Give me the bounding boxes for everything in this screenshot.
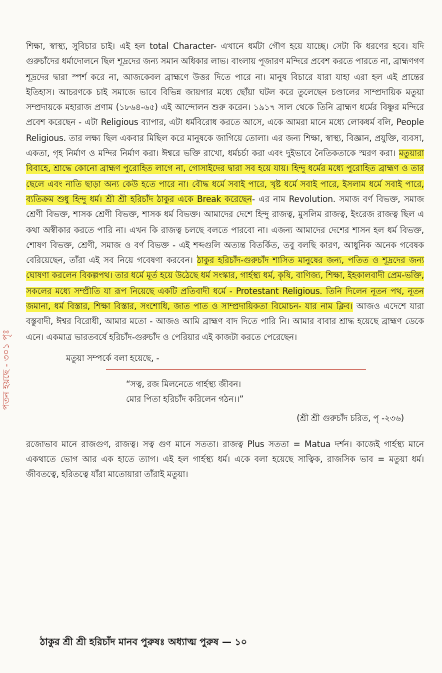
paragraph-main	[26, 40, 424, 346]
verse-quote	[126, 378, 424, 408]
page-footer: ঠাকুর শ্রী শ্রী হরিচাঁদ মানব পুরুষঃ অধ্যাত্ম পুরুষ — ১০	[40, 637, 248, 648]
verse-line-2: মোর পিতা হরিচাঁদ করিলেন গঠন।।”	[126, 395, 244, 406]
paragraph-text-1: শিক্ষা, স্বাস্থ্য, সুবিচার চাই। এই হল total Character- এখানে ধর্মটা গৌণ হয়ে যাচ্ছে। সেটা কি ধরণের হবে। যদি গুরুচাঁদের ধর্মাদোলনে ছিল শূদ্রদের জন্য সমান অধিকার লাভ। বাংলায় পূজারণ মন্দিরে প্রবেশ করতে পারতে না, ব্রাহ্মণগণ শূদ্রদের দ্বারা স্পর্শ করে না, আজকেবল ব্রাহ্মণে উত্তর দিতে পারে না। মানুষ বিচারে যারা যাহা এরা হল এই প্রান্তের ইতিহাস। আচরণকে চাই সমাজে ভাবে বিভিন্ন জায়গার মধ্যে ছোঁয়া ঘটল করে তুলেছেন চণ্ডালের সাম্প্রদায়িক মতুয়া সম্প্রদায়কে মহারাজ প্রণাম (১৮৬৪-৬৫) এই আন্দোলন শুরু করেন। ১৯১৭ সাল থেকে তিনি ব্রাহ্মণ ধর্মের বিষ্ণুর মন্দিরে প্রবেশ করেছেন - এটা Religious ব্যাপার, এটা ধর্মবিরোধ করতে আসে, একে আমরা মানে মধ্যে লোকধর্ম বলি, People Religious. তার লক্ষ্য ছিল একবার মিছিল করে মানুষকে জাগিয়ে তোলা। এর জন্য শিক্ষা, স্বাস্থ্য, বিজ্ঞান, প্রযুক্তি, ব্যবসা, একতা, গৃহ নির্মাণ ও মন্দির নির্মাণ করা। ঈশ্বরে ভক্তি রাখো, ধর্মচর্চা করা এবং দুইভাবে নৈতিকতাকে স্মরণ করা।	[26, 42, 424, 160]
quote-source: (শ্রী শ্রী গুরুচাঁদ চরিত, পৃ -২৩৬)	[296, 414, 404, 425]
paragraph-matua: রজোভাব মানে রাজগুণ, রাজত্ব। সত্ব গুণ মানে সততা। রাজত্ব Plus সততা = Matua দর্শন। কাজেই গার্হস্থ্য মানে একথাতে ভোগ আর এক হাতে ত্যাগ। এই হল গার্হস্থ্য ধর্ম। একে বলা হয়েছে সাত্বিক, রাজসিক ভাব = মতুয়া ধর্ম। জীবতত্বে, হরিতত্বে যাঁরা মাতোয়ারা তাঁরাই মতুয়া।	[26, 439, 424, 481]
margin-handwritten-note: পতন হয়ছে - ৩০১ পৃঃ	[2, 329, 12, 410]
paragraph-text-2: - এর নাম Revolution. সমাজ বর্ণ বিভক্ত, সমাজ শ্রেণী বিভক্ত, শাসক শ্রেণী বিভক্ত, শাসক ধর্ম বিভক্ত। আমাদের দেশে হিন্দু রাজত্ব, মুসলিম রাজত্ব, ইংরেজ রাজত্ব ছিল এ কথা অস্বীকার করতে পারি না। এখন কি রাজত্ব চলছে বলতে পারবো না। এজন্য আমাদের দেশের শাসন হল ধর্ম বিভক্ত, শোষণ বিভক্ত, শ্রেণী, সমাজ ও বর্ণ বিভক্ত - এই শব্দগুলি অত্যন্ত বিতর্কিত, তবু বলছি কারণ, আধুনিক অনেক গবেষক বেরিয়েছেন, তাঁরা এই সব নিয়ে গবেষণা করবেন।	[26, 194, 424, 267]
quote-intro: মতুয়া সম্পর্কে বলা হয়েছে, -	[66, 353, 160, 364]
highlighted-text-2: ঠাকুর হরিচাঁদ-গুরুচাঁদ শাসিত মানুষের জন্য, পতিত ও শূদ্রদের জন্য ঘোষণা করলেন বিকল্পপথ। তার ধর্মে মূর্ত হয়ে উঠেছে ধর্ম সংস্কার, গার্হস্থ্য ধর্ম, কৃষি, বাণিজ্য, শিক্ষা, ইহকালবাদী প্রেম-ভক্তি, সকলের মধ্যে সম্প্রীতি যা রূপ নিয়েছে একটি প্রতিবাদী ধর্মে - Protestant Religious. তিনি দিলেন নূতন পথ, নূতন জমানা, ধর্ম বিস্তার, শিক্ষা বিস্তার, সংশোধি, জাত পাত ও সাম্প্রদায়িকতা বিমোচন- যার নাম ক্লিব।	[26, 256, 424, 313]
page-body	[26, 40, 424, 483]
paragraph-text-3: আজও এদেশে যারা বস্তুবাদী, ঈশ্বর বিরোধী, আমার মতো - আজও আমি ব্রাহ্মণ বাদ দিতে পারি নি। আমার বাবার শ্রাদ্ধ হয়েছে ব্রাহ্মণ ডেকে এনে। একমাত্র ভারতবর্ষে হরিচাঁদ-গুরুচাঁদ ও পেরিয়ার এই কাজটা করতে পেরেছেন।	[26, 302, 424, 343]
red-underline	[106, 369, 366, 370]
highlighted-text-1: মতুয়ারা বিবাহে, শ্রাদ্ধে কোনো ব্রাহ্মণ পুরোহিত লাগে না, গোসাইদের দ্বারা সব হয়ে যায়। হিন্দু ধর্মের মধ্যে পুরোহিত ব্রাহ্মণ ও তার ছেলে এবং নাতি ছাড়া অন্য কেউ হতে পারে না। বৌদ্ধ ধর্মে সবাই পারে, খৃষ্ট ধর্মে সবাই পারে, ইসলাম ধর্মে সবাই পারে, ব্যতিক্রম শুধু হিন্দু ধর্ম। শ্রী শ্রী হরিচাঁদ ঠাকুর একে Break করেছেন	[26, 149, 424, 205]
verse-line-1: “সত্ব, রজ মিলনেতে গার্হস্থ্য জীবন।	[126, 380, 241, 391]
